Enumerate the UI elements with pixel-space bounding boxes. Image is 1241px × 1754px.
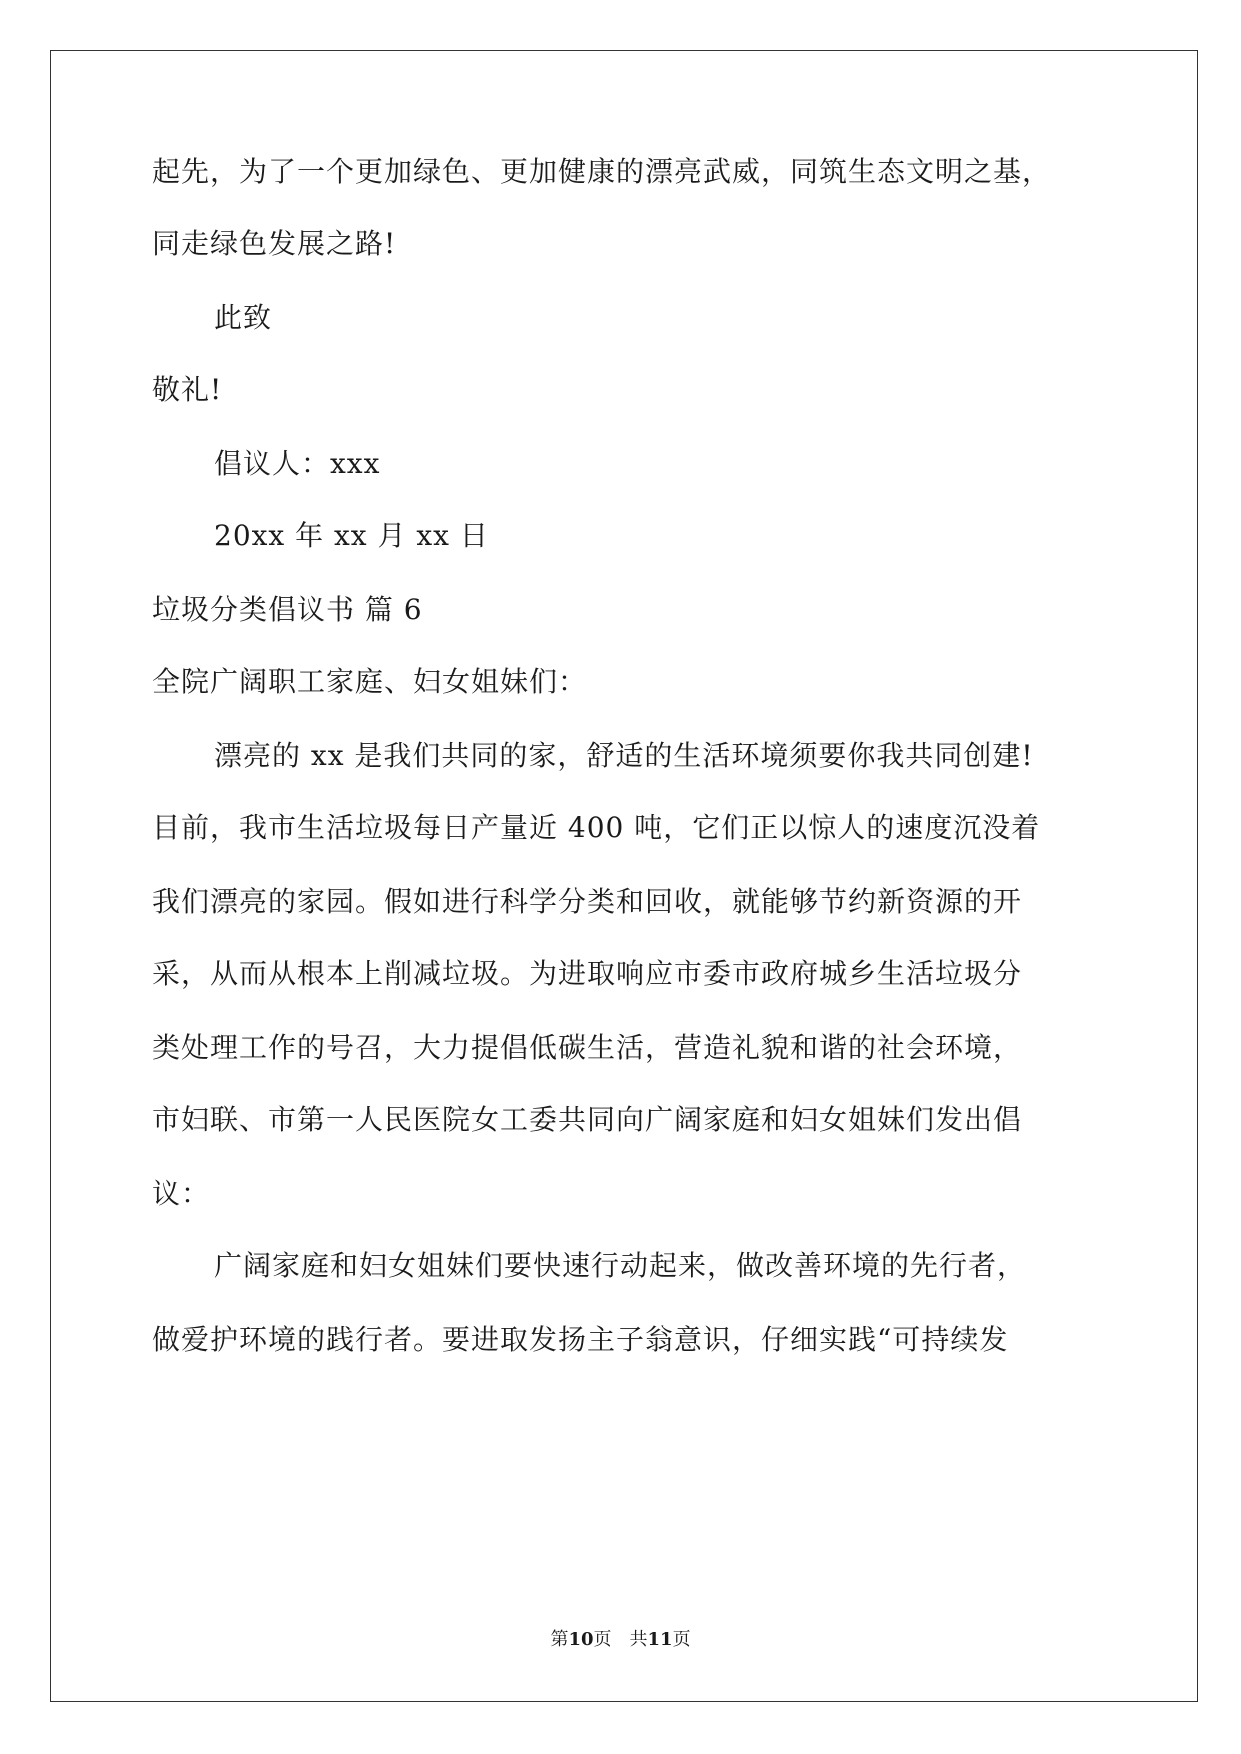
signature-line: 倡议人：xxx (214, 447, 381, 480)
section-heading: 垃圾分类倡议书 篇 6 (152, 593, 423, 626)
page-footer (0, 1628, 1241, 1652)
paragraph-line: 类处理工作的号召，大力提倡低碳生活，营造礼貌和谐的社会环境， (152, 1031, 1023, 1064)
paragraph-line: 我们漂亮的家园。假如进行科学分类和回收，就能够节约新资源的开 (152, 885, 1023, 918)
paragraph-line: 广阔家庭和妇女姐妹们要快速行动起来，做改善环境的先行者， (214, 1249, 1027, 1282)
paragraph-line: 起先，为了一个更加绿色、更加健康的漂亮武威，同筑生态文明之基， (152, 155, 1052, 188)
current-page-number: 10 (568, 1629, 594, 1650)
paragraph-line: 采，从而从根本上削减垃圾。为进取响应市委市政府城乡生活垃圾分 (152, 957, 1023, 990)
paragraph-line: 做爱护环境的践行者。要进取发扬主子翁意识，仔细实践“可持续发 (152, 1323, 1009, 1356)
date-line: 20xx 年 xx 月 xx 日 (214, 519, 489, 552)
paragraph-line: 目前，我市生活垃圾每日产量近 400 吨，它们正以惊人的速度沉没着 (152, 811, 1041, 844)
paragraph-line: 漂亮的 xx 是我们共同的家，舒适的生活环境须要你我共同创建! (214, 739, 1034, 772)
paragraph-line: 议： (152, 1177, 211, 1210)
footer-page-word: 页 (593, 1629, 612, 1650)
paragraph-line: 市妇联、市第一人民医院女工委共同向广阔家庭和妇女姐妹们发出倡 (152, 1103, 1023, 1136)
paragraph-line: 同走绿色发展之路! (152, 227, 397, 260)
addressee-line: 全院广阔职工家庭、妇女姐妹们： (152, 665, 588, 698)
footer-prefix: 第 (550, 1629, 569, 1650)
salutation-line: 此致 (214, 301, 273, 334)
footer-total-suffix: 页 (672, 1629, 691, 1650)
footer-total-prefix: 共 (629, 1629, 648, 1650)
salutation-line: 敬礼! (152, 373, 223, 406)
total-pages-number: 11 (647, 1629, 673, 1650)
